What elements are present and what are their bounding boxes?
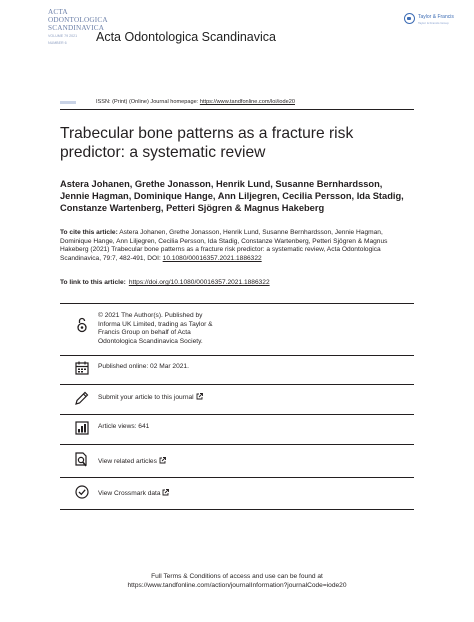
journal-homepage-link[interactable]: https://www.tandfonline.com/loi/iode20 bbox=[199, 99, 295, 105]
footer-terms-link[interactable]: https://www.tandfonline.com/action/journalInformation?journalCode=iode20 bbox=[127, 581, 347, 589]
crossmark-row[interactable] bbox=[60, 481, 414, 505]
section-divider bbox=[60, 303, 414, 304]
issn-line bbox=[96, 99, 295, 105]
publisher-logo-icon bbox=[404, 13, 415, 24]
article-link-block bbox=[60, 279, 414, 288]
article-authors: Astera Johanen, Grethe Jonasson, Henrik Lund, Susanne Bernhardsson, Jennie Hagman, Dominique Hange, Ann Liljegren, Cecilia Persson, Ida Stadig, Constanze Wartenberg, Petteri Sjögren & Magnus Hakeberg bbox=[60, 179, 404, 213]
article-link-label: To link to this article: bbox=[60, 279, 126, 286]
journal-logo-number: NUMBER 6 bbox=[48, 41, 67, 45]
external-link-icon bbox=[162, 490, 169, 497]
citation-label: To cite this article: bbox=[60, 229, 118, 236]
section-divider bbox=[60, 414, 414, 415]
submit-article-link[interactable] bbox=[98, 393, 203, 403]
published-row bbox=[60, 358, 414, 380]
footer-terms-text: Full Terms & Conditions of access and use can be found at bbox=[151, 573, 323, 580]
submit-article-row[interactable] bbox=[60, 388, 414, 410]
journal-logo-volume: VOLUME 79 2021 bbox=[48, 34, 78, 38]
citation-text: Astera Johanen, Grethe Jonasson, Henrik Lund, Susanne Bernhardsson, Jennie Hagman, Dominique Hange, Ann Liljegren, Cecilia Persson, Ida Stadig, Constanze Wartenberg, Petteri Sjögren & Magnus Hakeberg (2021) Trabecular bone patterns as a fracture risk predictor: a systematic review, Acta Odontologica Scandinavica, 79:7, 482-491, DOI: bbox=[60, 229, 388, 262]
section-divider bbox=[60, 477, 414, 478]
section-divider bbox=[60, 384, 414, 385]
external-link-icon bbox=[196, 394, 203, 401]
open-access-icon bbox=[74, 315, 90, 335]
section-divider bbox=[60, 355, 414, 356]
related-articles-label: View related articles bbox=[98, 458, 157, 465]
article-doi-link[interactable]: https://doi.org/10.1080/00016357.2021.1886322 bbox=[128, 279, 270, 286]
journal-logo-line: ACTA bbox=[48, 8, 68, 16]
related-articles-row[interactable] bbox=[60, 449, 414, 473]
journal-logo bbox=[48, 8, 108, 66]
journal-cover-thumbnail bbox=[60, 101, 76, 104]
footer bbox=[60, 573, 414, 590]
header-divider bbox=[60, 109, 414, 110]
external-link-icon bbox=[159, 458, 166, 465]
submit-article-icon bbox=[74, 388, 90, 408]
related-articles-icon bbox=[74, 450, 90, 470]
citation-doi-link[interactable]: 10.1080/00016357.2021.1886322 bbox=[162, 254, 262, 262]
publisher-subtitle: Taylor & Francis Group bbox=[418, 21, 449, 25]
section-divider bbox=[60, 444, 414, 445]
publisher-logo[interactable] bbox=[404, 12, 454, 38]
journal-logo-line: SCANDINAVICA bbox=[48, 24, 105, 32]
related-articles-link[interactable] bbox=[98, 457, 166, 467]
issn-text: ISSN: (Print) (Online) Journal homepage: bbox=[96, 99, 200, 105]
article-views-row bbox=[60, 418, 414, 440]
article-title: Trabecular bone patterns as a fracture risk predictor: a systematic review bbox=[60, 125, 354, 161]
article-views: Article views: 641 bbox=[98, 423, 150, 430]
crossmark-link[interactable] bbox=[98, 489, 169, 499]
crossmark-icon bbox=[74, 482, 90, 502]
published-date: Published online: 02 Mar 2021. bbox=[98, 363, 189, 370]
publisher-name: Taylor & Francis bbox=[418, 14, 454, 20]
calendar-icon bbox=[74, 358, 90, 378]
license-row bbox=[60, 312, 414, 352]
citation-block bbox=[60, 229, 414, 263]
journal-logo-line: ODONTOLOGICA bbox=[48, 16, 108, 24]
section-divider bbox=[60, 509, 414, 510]
bar-chart-icon bbox=[74, 418, 90, 438]
journal-title: Acta Odontologica Scandinavica bbox=[96, 30, 276, 44]
submit-article-label: Submit your article to this journal bbox=[98, 394, 194, 401]
crossmark-label: View Crossmark data bbox=[98, 490, 161, 497]
license-text: © 2021 The Author(s). Published by Informa UK Limited, trading as Taylor & Francis Group on behalf of Acta Odontologica Scandinavica Society. bbox=[98, 312, 213, 345]
